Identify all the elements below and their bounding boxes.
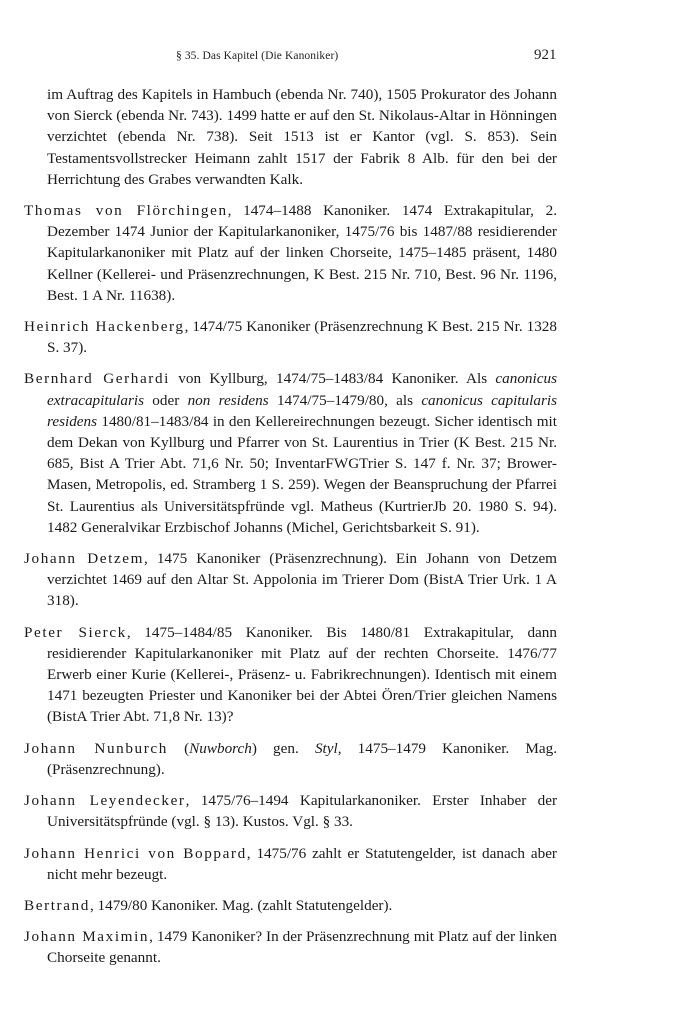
entry-heinrich-hackenberg: Heinrich Hackenberg, 1474/75 Kanoniker (Präsenzrechnung K Best. 215 Nr. 1328 S. 37). <box>24 318 557 357</box>
page-number: 921 <box>534 47 557 63</box>
entry-thomas-von-floerchingen: Thomas von Flörchingen, 1474–1488 Kanoniker. 1474 Extrakapitular, 2. Dezember 1474 Junior der Kapitularkanoniker, 1475/76 bis 1487/88 residierender Kapitularkanoniker mit Platz auf der linken Chorseite, 1475–1485 präsent, 1480 Kellner (Kellerei- und Präsenzrechnungen, K Best. 215 Nr. 710, Best. 96 Nr. 1196, Best. 1 A Nr. 11638). <box>24 202 557 304</box>
entry-johann-nunburch: Johann Nunburch (Nuwborch) gen. Styl, 1475–1479 Kanoniker. Mag. (Präsenzrechnung). <box>24 739 557 778</box>
running-head: § 35. Das Kapitel (Die Kanoniker) <box>176 50 339 62</box>
entry-peter-sierck: Peter Sierck, 1475–1484/85 Kanoniker. Bis 1480/81 Extrakapitular, dann residierender Kapitularkanoniker mit Platz auf der rechten Chorseite. 1476/77 Erwerb einer Kurie (Kellerei-, Präsenz- u. Fabrikrechnungen). Identisch mit einem 1471 bezeugten Priester und Kanoniker bei der Abtei Ören/Trier gleichen Namens (BistA Trier Abt. 71,8 Nr. 13)? <box>24 623 557 726</box>
entry-johann-henrici-von-boppard: Johann Henrici von Boppard, 1475/76 zahlt er Statutengelder, ist danach aber nicht mehr bezeugt. <box>24 844 557 883</box>
entry-name: Peter Sierck <box>24 623 127 641</box>
entry-name: Johann Henrici von Boppard <box>24 844 247 862</box>
entry-johann-detzem: Johann Detzem, 1475 Kanoniker (Präsenzrechnung). Ein Johann von Detzem verzichtet 1469 auf den Altar St. Appolonia im Trierer Dom (BistA Trier Urk. 1 A 318). <box>24 550 557 610</box>
entry-name: Thomas von Flörchingen <box>24 202 228 220</box>
entry-name: Johann Leyendecker <box>24 792 186 810</box>
entry-bernhard-gerhardi: Bernhard Gerhardi von Kyllburg, 1474/75–1483/84 Kanoniker. Als canonicus extracapitularis oder non residens 1474/75–1479/80, als canonicus capitularis residens 1480/81–1483/84 in den Kellereirechnungen bezeugt. Sicher identisch mit dem Dekan von Kyllburg und Pfarrer von St. Laurentius in Trier (K Best. 215 Nr. 685, Bist A Trier Abt. 71,6 Nr. 50; InventarFWGTrier S. 147 f. Nr. 37; Brower-Masen, Metropolis, ed. Stramberg 1 S. 259). Wegen der Beanspruchung der Pfarrei St. Laurentius als Universitätspfründe vgl. Matheus (KurtrierJb 20. 1980 S. 94). 1482 Generalvikar Erzbischof Johanns (Michel, Gerichtsbarkeit S. 91). <box>24 370 557 536</box>
body-text <box>24 84 557 979</box>
entry-continuation: im Auftrag des Kapitels in Hambuch (ebenda Nr. 740), 1505 Prokurator des Johann von Sierck (ebenda Nr. 743). 1499 hatte er auf den St. Nikolaus-Altar in Hönningen verzichtet (ebenda Nr. 738). Seit 1513 ist er Kantor (vgl. S. 853). Sein Testamentsvollstrecker Heimann zahlt 1517 der Fabrik 8 Alb. für den bei der Herrichtung des Grabes verwandten Kalk. <box>47 86 557 188</box>
entry-johann-leyendecker: Johann Leyendecker, 1475/76–1494 Kapitularkanoniker. Erster Inhaber der Universitätspfründe (vgl. § 13). Kustos. Vgl. § 33. <box>24 792 558 831</box>
entry-name: Bernhard Gerhardi <box>24 370 170 388</box>
entry-johann-maximin: Johann Maximin, 1479 Kanoniker? In der Präsenzrechnung mit Platz auf der linken Chorseite genannt. <box>24 928 557 967</box>
entry-name: Johann Detzem <box>24 550 145 568</box>
entry-name: Johann Nunburch <box>24 739 168 757</box>
entry-name: Heinrich Hackenberg <box>24 318 185 336</box>
entry-bertrand: Bertrand, 1479/80 Kanoniker. Mag. (zahlt Statutengelder). <box>24 896 393 914</box>
entry-name: Bertrand <box>24 896 90 914</box>
entry-name: Johann Maximin <box>24 928 150 946</box>
